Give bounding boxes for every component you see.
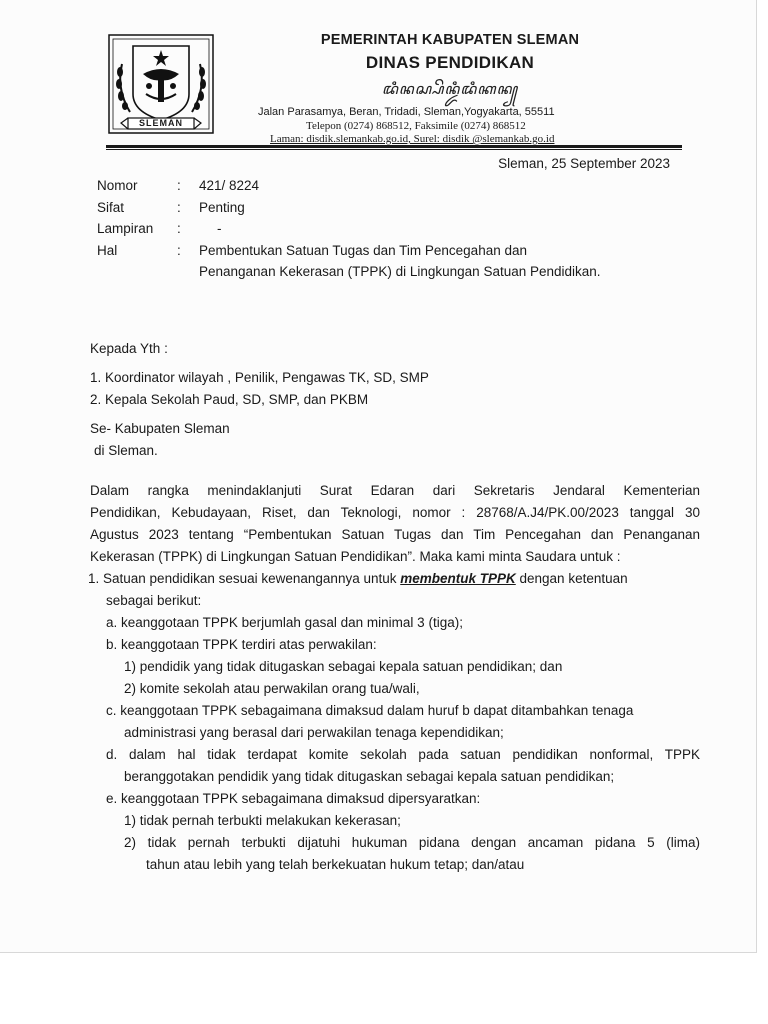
greeting: Kepada Yth : [90,341,168,356]
nomor-value: 421/ 8224 [199,178,260,193]
lampiran-label: Lampiran [97,221,154,236]
point-a: a. keanggotaan TPPK berjumlah gasal dan minimal 3 (tiga); [106,615,463,630]
recipient-item-1: 1. Koordinator wilayah , Penilik, Pengawas TK, SD, SMP [90,370,429,385]
agency-name: DINAS PENDIDIKAN [365,53,535,72]
point-1 [88,568,700,590]
address-line: Jalan Parasamya, Beran, Tridadi, Sleman,Yogyakarta, 55511 [258,106,555,118]
hal-label: Hal [97,242,118,258]
point-e: e. keanggotaan TPPK sebagaimana dimaksud dipersyaratkan: [106,791,481,806]
point-d-line2: beranggotakan pendidik yang tidak ditugaskan sebagai kepala satuan pendidikan; [124,769,615,784]
hal-colon: : [177,242,181,258]
intro-line-2: Pendidikan, Kebudayaan, Riset, dan Teknologi, nomor : 28768/A.J4/PK.00/2023 tanggal 30 [90,505,700,520]
letter-body [90,338,700,876]
point-e-2-line1: 2) tidak pernah terbukti dijatuhi hukuman pidana dengan ancaman pidana 5 (lima) [124,835,700,850]
point-1-text-b: dengan ketentuan [515,571,628,586]
logo-banner-text: SLEMAN [139,118,183,128]
recipient-item-2: 2. Kepala Sekolah Paud, SD, SMP, dan PKBM [90,392,369,407]
sleman-coat-of-arms-logo [108,34,214,134]
recipient-city: di Sleman. [94,443,158,458]
intro-line-3: Agustus 2023 tentang “Pembentukan Satuan Tugas dan Tim Pencegahan dan Penanganan [90,527,700,542]
government-name: PEMERINTAH KABUPATEN SLEMAN [320,32,580,48]
letterhead-thick-rule [106,145,682,148]
nomor-label: Nomor [97,178,138,193]
sifat-colon: : [177,199,181,215]
point-1-emphasis: membentuk TPPK [400,571,516,586]
point-b-1: 1) pendidik yang tidak ditugaskan sebagai kepala satuan pendidikan; dan [124,659,563,674]
point-c-line2: administrasi yang berasal dari perwakilan tenaga kependidikan; [124,725,504,740]
hal-value-line2: Penanganan Kekerasan (TPPK) di Lingkungan Satuan Pendidikan. [199,264,601,279]
point-e-2-line2: tahun atau lebih yang telah berkekuatan hukum tetap; dan/atau [146,857,525,872]
javanese-script-agency-name: ꦢꦶꦤꦱ꧀ꦥꦼꦤ꧀ꦢꦶꦢꦶꦏꦤ꧀ [381,80,519,98]
letter-date: Sleman, 25 September 2023 [498,156,670,171]
lampiran-value: - [217,221,222,236]
point-d-line1: d. dalam hal tidak terdapat komite sekolah pada satuan pendidikan nonformal, TPPK [106,747,700,762]
lampiran-colon: : [177,221,181,236]
point-b: b. keanggotaan TPPK terdiri atas perwakilan: [106,637,377,652]
sifat-label: Sifat [97,199,125,215]
nomor-colon: : [177,178,181,193]
hal-value-line1: Pembentukan Satuan Tugas dan Tim Pencegahan dan [199,242,527,258]
phone-line: Telepon (0274) 868512, Faksimile (0274) 868512 [306,120,526,132]
point-1-cont: sebagai berikut: [106,593,202,608]
point-c-line1: c. keanggotaan TPPK sebagaimana dimaksud dalam huruf b dapat ditambahkan tenaga [106,703,634,718]
letterhead-address [258,106,678,145]
letterhead-thin-rule [106,149,682,150]
recipient-place: Se- Kabupaten Sleman [90,421,230,436]
letterhead-heading [225,30,675,108]
point-1-text-a: 1. Satuan pendidikan sesuai kewenangannya untuk [88,571,401,586]
sifat-value: Penting [199,199,245,215]
point-b-2: 2) komite sekolah atau perwakilan orang tua/wali, [124,681,420,696]
web-email-line: Laman: disdik.slemankab.go.id, Surel: disdik @slemankab.go.id [270,133,555,145]
intro-line-1: Dalam rangka menindaklanjuti Surat Edaran dari Sekretaris Jendaral Kementerian [90,483,700,498]
intro-line-4: Kekerasan (TPPK) di Lingkungan Satuan Pendidikan”. Maka kami minta Saudara untuk : [90,549,621,564]
point-e-1: 1) tidak pernah terbukti melakukan kekerasan; [124,813,401,828]
